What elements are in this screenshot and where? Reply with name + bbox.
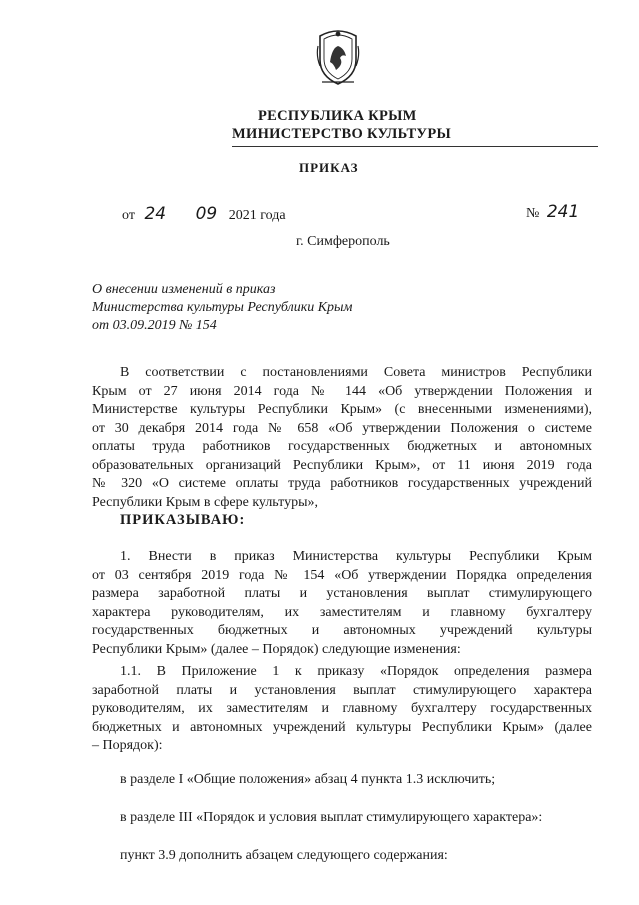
section-3-change: в разделе III «Порядок и условия выплат стимулирующего характера»: <box>120 810 543 825</box>
text-line: от 03 сентября 2019 года № 154 «Об утверждении Порядка определения <box>92 567 592 583</box>
date-day: 24 <box>144 204 167 224</box>
item-1-paragraph <box>92 548 592 659</box>
text-line: – Порядок): <box>92 738 163 753</box>
document-subject <box>92 281 352 335</box>
item-1-1-paragraph <box>92 663 592 756</box>
text-line: Республики Крым» (далее – Порядок) следующие изменения: <box>92 641 461 657</box>
coat-of-arms-emblem <box>316 26 360 86</box>
text-line: Республики Крым в сфере культуры», <box>92 494 318 510</box>
date-year: 2021 года <box>228 208 286 223</box>
text-line: 1. Внести в приказ Министерства культуры Республики Крым <box>120 549 592 564</box>
text-line: оплаты труда работников государственных бюджетных и автономных <box>92 439 592 454</box>
text-line: бюджетных и автономных учреждений культуры Республики Крым» (далее <box>92 719 592 735</box>
preamble-paragraph <box>92 364 592 512</box>
point-3-9-change: пункт 3.9 дополнить абзацем следующего содержания: <box>120 848 448 863</box>
text-line: заработной платы и установления выплат стимулирующего характера <box>92 682 592 698</box>
document-type: ПРИКАЗ <box>299 160 359 175</box>
header-divider <box>232 146 598 147</box>
date-month: 09 <box>195 204 218 224</box>
text-line: В соответствии с постановлениями Совета министров Республики <box>120 365 592 380</box>
subject-line: О внесении изменений в приказ <box>92 282 276 297</box>
ministry-heading: МИНИСТЕРСТВО КУЛЬТУРЫ <box>232 126 452 142</box>
subject-line: от 03.09.2019 № 154 <box>92 318 217 333</box>
text-line: государственных бюджетных и автономных учреждений культуры <box>92 623 592 638</box>
subject-line: Министерства культуры Республики Крым <box>92 300 353 315</box>
document-date <box>122 204 286 224</box>
text-line: образовательных организаций Республики Крым», от 11 июня 2019 года <box>92 457 592 473</box>
text-line: размера заработной платы и установления выплат стимулирующего <box>92 586 592 601</box>
document-city: г. Симферополь <box>296 234 390 249</box>
republic-heading: РЕСПУБЛИКА КРЫМ <box>258 108 417 124</box>
section-1-change: в разделе I «Общие положения» абзац 4 пункта 1.3 исключить; <box>120 772 496 787</box>
text-line: Крым от 27 июня 2014 года № 144 «Об утверждении Положения и <box>92 383 592 399</box>
number-prefix: № <box>526 206 540 221</box>
text-line: характера руководителям, их заместителям и главному бухгалтеру <box>92 604 592 620</box>
orders-heading: ПРИКАЗЫВАЮ: <box>120 512 246 528</box>
text-line: руководителям, их заместителям и главному бухгалтеру государственных <box>92 701 592 716</box>
date-prefix: от <box>122 208 135 223</box>
text-line: от 30 декабря 2014 года № 658 «Об утверждении Положения о системе <box>92 420 592 436</box>
text-line: Министерстве культуры Республики Крым» (с внесенными изменениями), <box>92 402 592 417</box>
text-line: № 320 «О системе оплаты труда работников государственных учреждений <box>92 476 592 491</box>
text-line: 1.1. В Приложение 1 к приказу «Порядок определения размера <box>120 664 592 679</box>
number-value: 241 <box>546 202 580 222</box>
document-number <box>526 202 579 222</box>
